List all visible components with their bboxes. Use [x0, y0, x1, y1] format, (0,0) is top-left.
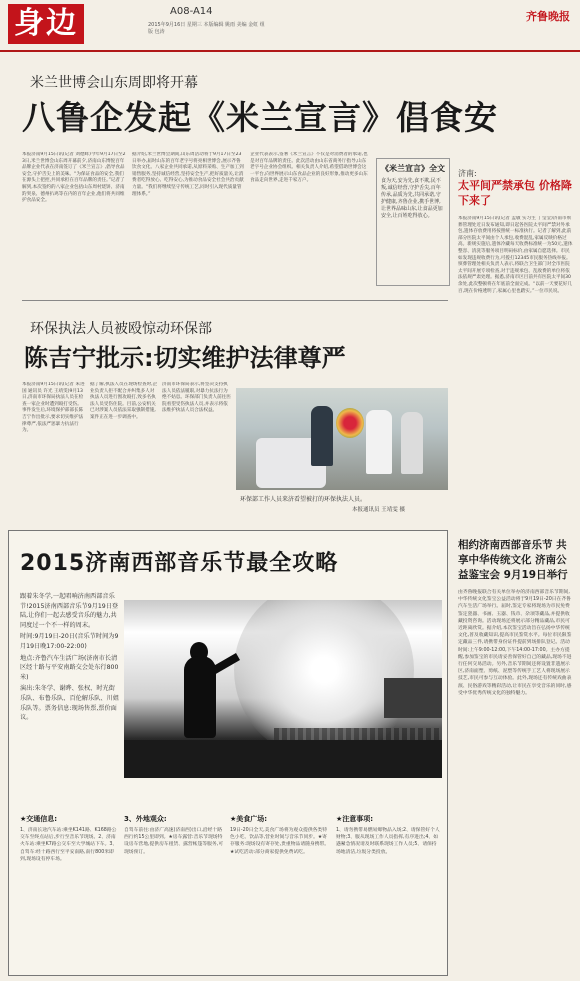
- notice-info: [336, 814, 440, 972]
- visitor-text: 自驾车前往:由济广高速(济南西)出口,沿经十路西行约15公里即到。★房车露营:音乐节现场特设房车营地,提供房车租赁、露营帐篷等服务,可现场预订。: [124, 828, 223, 855]
- stage: [124, 740, 442, 778]
- story2-body-col3: 济南市环保局表示,将坚决支持执法人员依法履职,对暴力抗法行为绝不姑息。环保部门负责人前往医院看望受伤执法人员,并表示将依法维护执法人员合法权益。: [162, 382, 231, 414]
- appraisal-body: 由齐鲁晚报联合有关单位举办的济南西部音乐节期间,中华传统文化鉴宝公益活动将于9月19日-20日在齐鲁汽车生活广场举行。届时,鉴定专家将现场为市民免费鉴定瓷器、书画、玉器、钱币、杂项等藏品,并提供收藏投资咨询。活动现场还将展示部分精品藏品,市民可近距离欣赏。据介绍,本次鉴宝活动旨在弘扬中华传统文化,普及收藏知识,提高市民鉴赏水平。每位市民限鉴定藏品三件,请携带身份证件提前到场排队登记。活动时间:上午9:00-12:00,下午14:00-17:00。主办方提醒,参加鉴宝的市民请妥善保管好自己的藏品,现场不进行任何交易活动。另外,音乐节期间还将设置非遗展示区,济南面塑、剪纸、泥塑等传统手工艺人将现场展示技艺,市民可参与互动体验。此外,现场还有传统戏曲表演、民俗游戏等精彩活动,让市民在享受音乐的同时,感受中华优秀传统文化的独特魅力。: [458, 590, 572, 696]
- visitor-info: [124, 814, 224, 972]
- photo-credit: 本报通讯员 王靖雯 摄: [352, 507, 405, 513]
- transport-info: [20, 814, 118, 972]
- story2-kicker: 环保执法人员被殴惊动环保部: [30, 321, 212, 337]
- story1-body-col3: 企业代表表示,签署《米兰宣言》不仅是对消费者的承诺,也是对百年品牌的责任。此次活动由山东省商务厅指导,山东老字号企业协会组织。相关负责人介绍,希望借助世博会这一平台,向世界展示山东食品企业的良好形象,推动更多山东食品走向世界,走进千家万户。: [250, 152, 368, 184]
- environment-visit-photo: [236, 388, 448, 490]
- page-range: A08-A14: [170, 6, 213, 17]
- story2-body-col2: 据了解,执法人员在现场检查时,企业负责人拒不配合并纠集多人对执法人员进行围攻殴打,致多名执法人员受伤住院。目前,公安机关已对涉案人员依法采取强制措施,案件正在进一步调查中。: [90, 382, 158, 420]
- story1-body-col1: 本报济南9月15日讯(记者 刘德辉)今年9月17日至23日,米兰世博会山东周开幕前夕,济南山东博悦百年品牌企业代表在济南签订了《米兰宣言》,倡导食品安全,守护舌尖上的美味。“为保证食品的安全,我们在源头上把控,共同承担在百年品牌的责任。”记者了解到,本次签约的八家企业包括山东周村烧饼、济南趵突泉、德州扒鸡等在内的百年企业,他们将共同维护食品安全。: [22, 152, 126, 204]
- food-info: [230, 814, 330, 972]
- intro-time: 时间:9月19日-20日(音乐节时间为9月19日晚17:00-22:00): [20, 633, 119, 650]
- story2-headline: 陈吉宁批示:切实维护法律尊严: [24, 344, 346, 372]
- intro-location: 地点:齐鲁汽车生活广场(济南市长清区经十路与平安南路交会处东行800米): [20, 654, 119, 681]
- declaration-text: 食为天,安为先,食不欺,民不叛,诚信经营,守护舌尖,百年传承,品质为先,共同承诺,守护健康,齐鲁企业,携手世博,让世界品味山东,让食品更加安全,让百姓吃得放心。: [381, 178, 443, 219]
- masthead-meta: 2015年9月16日 星期三 本版编辑 姚雨 美编 金虹 组版 包涛: [148, 22, 265, 35]
- standing-person-figure: [311, 406, 333, 466]
- intro-paragraph: 跟着朱冬学,一起唱响济南西部音乐节!2015济南西部音乐节9月19日登陆,让你们一起去感受音乐的魅力,共同度过一个不一样的周末。: [20, 593, 119, 629]
- music-festival-headline: 2015济南西部音乐节最全攻略: [20, 551, 339, 576]
- section-divider: [22, 300, 448, 301]
- section-logo: 身边: [8, 4, 84, 44]
- declaration-title: 《米兰宣言》全文: [381, 164, 445, 173]
- visitor-heading: 3、外地观众:: [124, 815, 167, 823]
- notice-heading: ★注意事项:: [336, 815, 374, 823]
- declaration-box: [376, 158, 450, 286]
- photo-caption: 环保部工作人员来济看望被打的环保执法人员。: [240, 496, 367, 503]
- background-building: [384, 678, 442, 718]
- appraisal-column: [458, 538, 574, 974]
- sidebar-location: 济南:: [458, 169, 477, 178]
- food-heading: ★美食广场:: [230, 815, 268, 823]
- concert-photo: [124, 600, 442, 778]
- story1-body-col2: 据介绍,米兰世博会期间,山东周活动将于9月17日至23日举办,届时山东的百年老字号将亮相世博会,展示齐鲁饮食文化。八家企业共同承诺,从原料采购、生产加工到销售服务,坚持诚信经营,坚持安全生产,把好质量关,让消费者吃得放心、吃得安心,为推动食品安全社会共治贡献力量。“我们将继续坚守传统工艺,同时引入现代质量管理体系。”: [132, 152, 244, 197]
- story2-body-col1: 本报济南9月15日讯(记者 朱进国 通讯员 许光 王靖雯)9月13日,济南市环保局执法人员在检查一家企业时遭到殴打受伤。事件发生后,环境保护部部长陈吉宁作出批示,要求切实维护法律尊严,依法严惩暴力抗法行为。: [22, 382, 85, 434]
- sidebar-headline: 太平间严禁承包 价格降下来了: [458, 179, 572, 207]
- sidebar-body: 本报济南9月15日讯(记者 孟敏 实习生 丁莹莹)济南市殡葬管理处近日发布通知,即日起各医院太平间严禁对外承包,遗体存放费用将按照统一标准执行。记者了解到,此前部分医院太平间由个人承包,收费混乱,家属反映价格过高。新规实施后,遗体冷藏每天收费标准统一为50元,遗体整容、清洗等服务项目明码标价,由家属自愿选择。市民如发现违规收费行为,可拨打12345市民服务热线举报。殡葬管理处相关负责人表示,将联合卫生部门对全市医院太平间开展专项检查,对于违规承包、乱收费的单位将依法依规严肃处理。据悉,济南市区目前共有医院太平间30余处,此次整顿将在年底前全面完成。“以前一天要花好几百,现在价格透明了,家属心里也踏实。”一位市民说。: [458, 216, 573, 294]
- newspaper-brand: 齐鲁晚报: [526, 10, 570, 23]
- masthead: [0, 0, 580, 52]
- visitor-figure-2: [401, 412, 423, 474]
- appraisal-headline: 相约济南西部音乐节 共享中华传统文化 济南公益鉴宝会 9月19日举行: [458, 539, 568, 581]
- notice-text: 1、请勿携带易燃易爆物品入场;2、请保管好个人财物;3、服从现场工作人员指挥,有序进出;4、如遇紧急情况请及时联系现场工作人员;5、请保持场地清洁,垃圾分类投放。: [336, 828, 440, 855]
- visitor-figure: [366, 410, 392, 474]
- food-text: 19日-20日全天,美食广场将为观众提供各类特色小吃、饮品等,营业时间与音乐节同步。★寄存服务:现场设有寄存处,贵重物品请随身携带。★试吃活动:部分商家提供免费试吃。: [230, 828, 330, 855]
- transport-text: 1、济南长途汽车站:乘坐K141路、K168路公交车至终点站后,步行至音乐节现场。2、济南火车站:乘坐K7路公交车至大学城站下车。3、自驾车:经十路西行至平安南路,南行800米即到,现场设有停车场。: [20, 828, 118, 862]
- story1-kicker: 米兰世博会山东周即将开幕: [30, 75, 198, 91]
- flower-bouquet: [336, 408, 364, 438]
- intro-performers: 演出:朱冬学、谢晔、张权、时光街乐队、布鲁乐队、百伦解乐队、川姐乐队等。票务信息:现场售票,票价面议。: [20, 685, 119, 722]
- transport-heading: ★交通信息:: [20, 815, 58, 823]
- story1-headline: 八鲁企发起《米兰宣言》倡食安: [22, 98, 498, 137]
- music-intro: [20, 592, 120, 812]
